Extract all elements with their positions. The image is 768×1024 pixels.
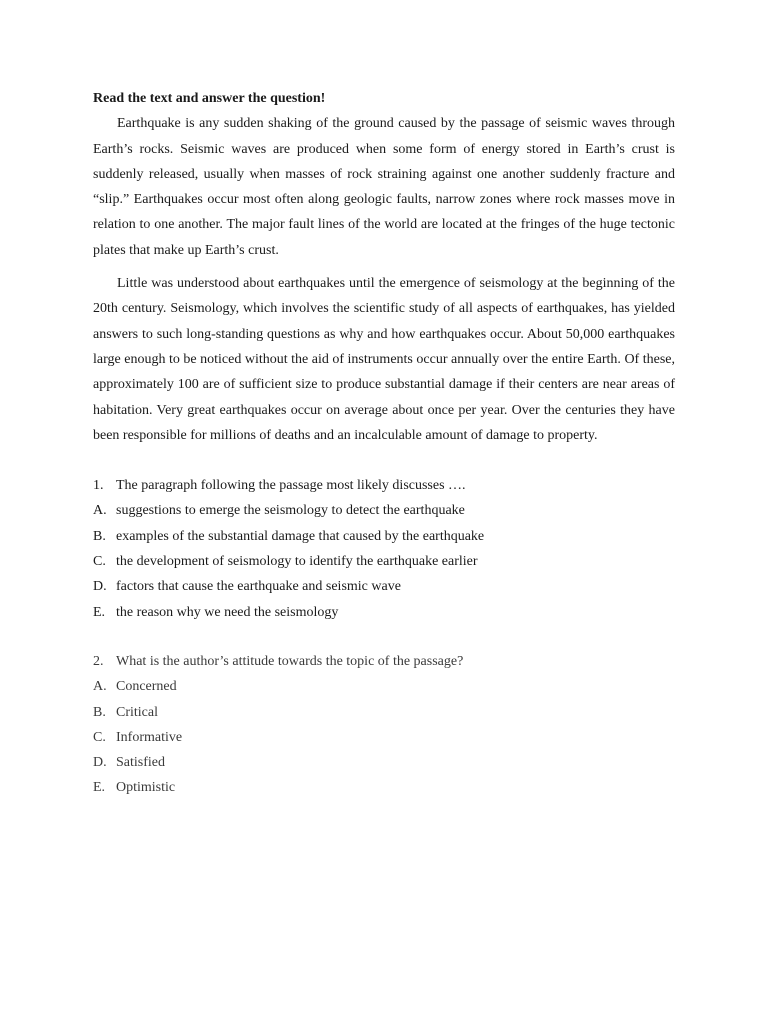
option-c [93,549,675,574]
option-e [93,775,675,800]
option-text: the development of seismology to identify the earthquake earlier [116,554,478,570]
option-a [93,498,675,523]
option-letter: E. [93,604,106,620]
option-letter: C. [93,729,106,745]
option-text: suggestions to emerge the seismology to detect the earthquake [116,503,465,519]
option-letter: A. [93,503,107,519]
option-e [93,600,675,625]
option-c [93,725,675,750]
option-letter: B. [93,528,106,544]
option-d [93,574,675,599]
option-letter: D. [93,755,107,771]
option-letter: B. [93,704,106,720]
question-number: 1. [93,478,104,494]
question-number: 2. [93,653,104,669]
passage-paragraph-1: Earthquake is any sudden shaking of the ground caused by the passage of seismic waves through Earth’s rocks. Seismic waves are produced when some form of energy stored in Earth’s crust is suddenly released, usually when masses of rock straining against one another suddenly fracture and “slip.” Earthquakes occur most often along geologic faults, narrow zones where rock masses move in relation to one another. The major fault lines of the world are located at the fringes of the huge tectonic plates that make up Earth’s crust. [93,116,675,258]
option-b [93,524,675,549]
option-letter: D. [93,579,107,595]
option-a [93,674,675,699]
option-letter: A. [93,679,107,695]
question-1 [93,473,675,625]
option-text: examples of the substantial damage that caused by the earthquake [116,528,485,544]
passage-paragraph-2: Little was understood about earthquakes until the emergence of seismology at the beginning of the 20th century. Seismology, which involves the scientific study of all aspects of earthquakes, has yielded answers to such long-standing questions as why and how earthquakes occur. About 50,000 earthquakes large enough to be noticed without the aid of instruments occur annually over the entire Earth. Of these, approximately 100 are of sufficient size to produce substantial damage if their centers are near areas of habitation. Very great earthquakes occur on average about once per year. Over the centuries they have been responsible for millions of deaths and an incalculable amount of damage to property. [93,276,675,443]
option-letter: C. [93,554,106,570]
option-b [93,700,675,725]
question-text: What is the author’s attitude towards the topic of the passage? [116,653,464,669]
question-2 [93,649,675,801]
option-text: Satisfied [116,755,165,771]
question-stem [93,473,675,498]
option-text: Informative [116,729,183,745]
option-d [93,750,675,775]
option-letter: E. [93,780,106,796]
option-text: Optimistic [116,780,176,796]
document-page [93,86,675,801]
instruction-title: Read the text and answer the question! [93,91,326,106]
option-text: Critical [116,704,158,720]
option-text: Concerned [116,679,177,695]
question-stem [93,649,675,674]
option-text: the reason why we need the seismology [116,604,339,620]
option-text: factors that cause the earthquake and seismic wave [116,579,401,595]
question-text: The paragraph following the passage most likely discusses …. [116,478,466,494]
